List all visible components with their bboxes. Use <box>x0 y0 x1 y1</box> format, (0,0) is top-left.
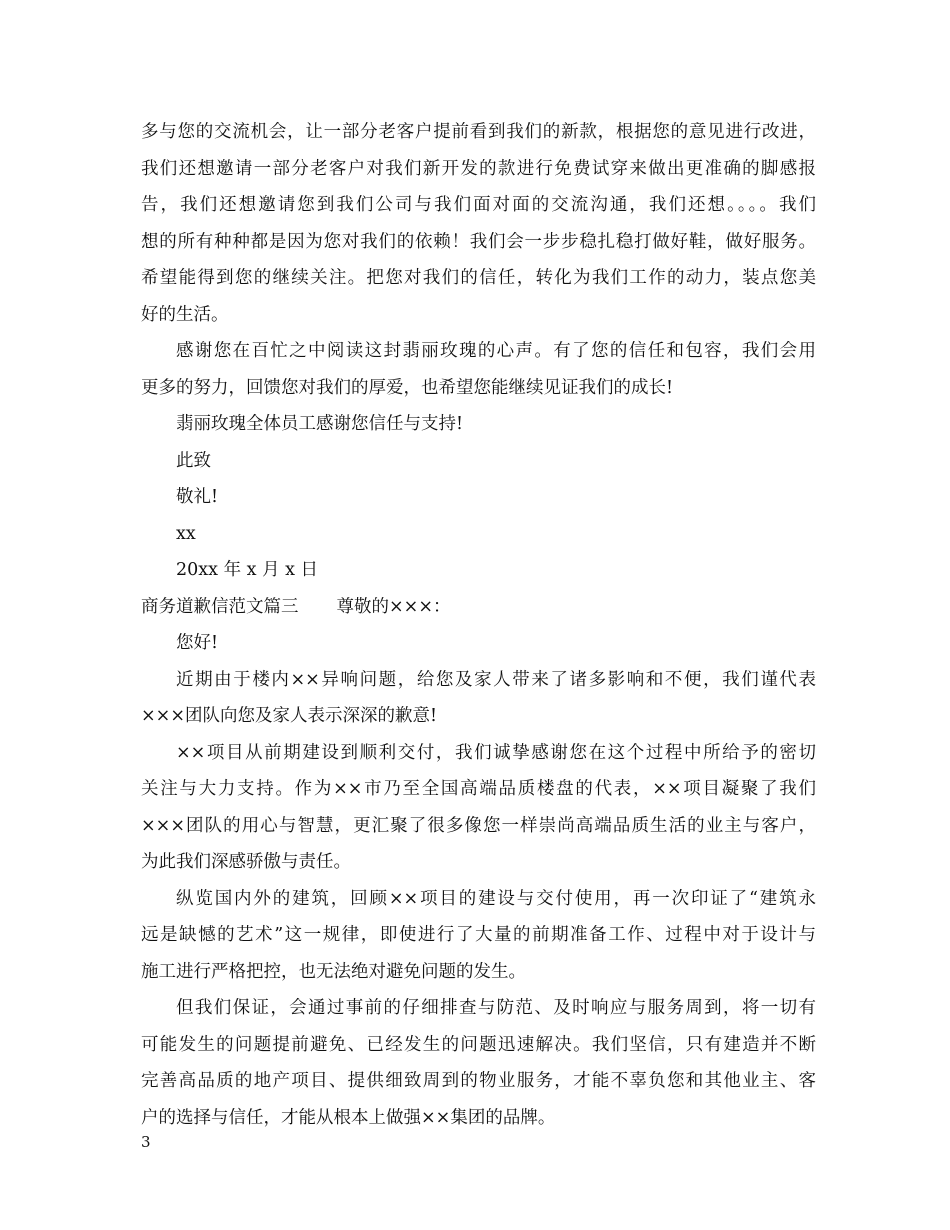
section-salutation: 尊敬的×××： <box>336 596 451 617</box>
body-line: 纵览国内外的建筑，回顾××项目的建设与交付使用，再一次印证了“建筑永 <box>176 888 816 909</box>
body-line: ××项目从前期建设到顺利交付，我们诚挚感谢您在这个过程中所给予的密切 <box>176 742 816 763</box>
body-line: 但我们保证，会通过事前的仔细排查与防范、及时响应与服务周到，将一切有 <box>176 998 816 1018</box>
body-line: 远是缺憾的艺术”这一规律，即使进行了大量的前期准备工作、过程中对于设计与 <box>141 925 816 945</box>
body-line: ×××团队向您及家人表示深深的歉意! <box>141 706 438 726</box>
body-line: 可能发生的问题提前避免、已经发生的问题迅速解决。我们坚信，只有建造并不断 <box>141 1034 816 1055</box>
closing-thanks: 翡丽玫瑰全体员工感谢您信任与支持! <box>176 414 464 434</box>
section-heading <box>141 589 816 626</box>
body-line: ×××团队的用心与智慧，更汇聚了很多像您一样崇尚高端品质生活的业主与客户， <box>141 815 816 836</box>
body-line: 施工进行严格把控，也无法绝对避免问题的发生。 <box>141 961 526 982</box>
body-line: 我们还想邀请一部分老客户对我们新开发的款进行免费试穿来做出更准确的脚感报 <box>141 158 816 179</box>
body-line: 完善高品质的地产项目、提供细致周到的物业服务，才能不辜负您和其他业主、客 <box>141 1071 816 1091</box>
body-line: 为此我们深感骄傲与责任。 <box>141 852 351 872</box>
body-line: 多与您的交流机会，让一部分老客户提前看到我们的新款，根据您的意见进行改进， <box>141 122 816 142</box>
body-line: 更多的努力，回馈您对我们的厚爱，也希望您能继续见证我们的成长! <box>141 377 674 398</box>
page-number: 3 <box>141 1133 151 1151</box>
body-line: 户的选择与信任，才能从根本上做强××集团的品牌。 <box>141 1107 556 1128</box>
body-line: 想的所有种种都是因为您对我们的依赖！我们会一步步稳扎稳打做好鞋，做好服务。 <box>141 231 816 252</box>
body-line: 告，我们还想邀请您到我们公司与我们面对面的交流沟通，我们还想。。。。我们 <box>141 195 816 215</box>
body-line: 关注与大力支持。作为××市乃至全国高端品质楼盘的代表，××项目凝聚了我们 <box>141 779 816 799</box>
body-line: 感谢您在百忙之中阅读这封翡丽玫瑰的心声。有了您的信任和包容，我们会用 <box>176 341 816 361</box>
letter-date: 20xx 年 x 月 x 日 <box>176 560 319 580</box>
body-line: 近期由于楼内××异响问题，给您及家人带来了诸多影响和不便，我们谨代表 <box>176 669 816 690</box>
signature: xx <box>176 523 196 544</box>
greeting: 您好! <box>176 633 219 653</box>
section-title: 商务道歉信范文篇三 <box>141 596 299 617</box>
closing-jing-li: 敬礼! <box>176 487 219 507</box>
body-line: 好的生活。 <box>141 304 229 325</box>
closing-ci-zhi: 此致 <box>176 450 211 471</box>
body-line: 希望能得到您的继续关注。把您对我们的信任，转化为我们工作的动力，装点您美 <box>141 268 816 288</box>
document-body <box>141 114 816 1136</box>
